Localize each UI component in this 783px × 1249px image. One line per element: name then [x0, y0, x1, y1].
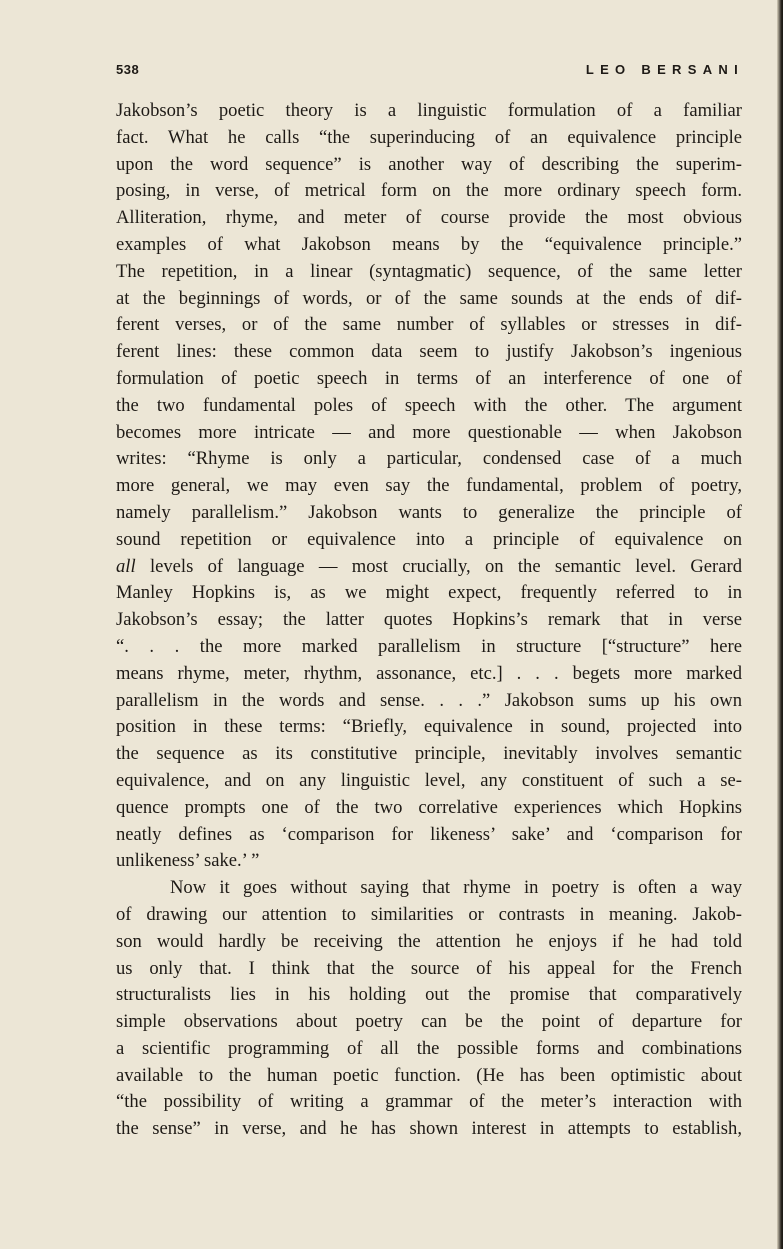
text-line: posing, in verse, of metrical form on the more ordinary speech form. — [116, 180, 742, 202]
text-line: neatly defines as ‘comparison for likeness’ sake’ and ‘comparison for — [116, 823, 742, 845]
text-line: us only that. I think that the source of his appeal for the French — [116, 957, 742, 979]
text-line: The repetition, in a linear (syntagmatic) sequence, of the same letter — [116, 260, 742, 282]
text-line: fact. What he calls “the superinducing of an equivalence principle — [116, 126, 742, 148]
text-line: more general, we may even say the fundamental, problem of poetry, — [116, 475, 742, 497]
text-line: sound repetition or equivalence into a principle of equivalence on — [116, 528, 742, 550]
page-number: 538 — [116, 62, 140, 77]
text-line: Now it goes without saying that rhyme in poetry is often a way — [170, 877, 742, 899]
text-line: quence prompts one of the two correlative experiences which Hopkins — [116, 796, 742, 818]
text-line: available to the human poetic function. (He has been optimistic about — [116, 1064, 742, 1086]
italic-word: all — [116, 555, 136, 577]
text-line: upon the word sequence” is another way of describing the superim- — [116, 153, 742, 175]
text-line: “. . . the more marked parallelism in structure [“structure” here — [116, 635, 742, 657]
text-line: the two fundamental poles of speech with the other. The argument — [116, 394, 742, 416]
text-line: parallelism in the words and sense. . . .” Jakobson sums up his own — [116, 689, 742, 711]
text-line-with-italic — [116, 554, 742, 581]
text-line: at the beginnings of words, or of the same sounds at the ends of dif- — [116, 287, 742, 309]
text-line: simple observations about poetry can be the point of departure for — [116, 1011, 742, 1033]
text-line: structuralists lies in his holding out the promise that comparatively — [116, 984, 742, 1006]
text-line: namely parallelism.” Jakobson wants to generalize the principle of — [116, 501, 742, 523]
text-line: means rhyme, meter, rhythm, assonance, etc.] . . . begets more marked — [116, 662, 742, 684]
text-line: examples of what Jakobson means by the “equivalence principle.” — [116, 233, 742, 255]
text-line: unlikeness’ sake.’ ” — [116, 850, 260, 872]
text-line: Jakobson’s essay; the latter quotes Hopkins’s remark that in verse — [116, 609, 742, 631]
text-line: the sense” in verse, and he has shown interest in attempts to establish, — [116, 1118, 742, 1140]
text-line: Alliteration, rhyme, and meter of course provide the most obvious — [116, 207, 742, 229]
running-head-author: LEO BERSANI — [585, 62, 744, 77]
text-line: Jakobson’s poetic theory is a linguistic formulation of a familiar — [116, 100, 742, 121]
text-line-rest: levels of language — most crucially, on the semantic level. Gerard — [149, 555, 742, 577]
text-line: ferent lines: these common data seem to justify Jakobson’s ingenious — [116, 341, 742, 363]
text-line: ferent verses, or of the same number of syllables or stresses in dif- — [116, 314, 742, 336]
text-line: the sequence as its constitutive principle, inevitably involves semantic — [116, 743, 742, 765]
text-line: writes: “Rhyme is only a particular, condensed case of a much — [116, 448, 742, 470]
running-head — [116, 62, 744, 84]
text-line: Manley Hopkins is, as we might expect, frequently referred to in — [116, 582, 742, 604]
text-line: formulation of poetic speech in terms of an interference of one of — [116, 367, 742, 389]
text-line: a scientific programming of all the possible forms and combinations — [116, 1037, 742, 1059]
text-line: son would hardly be receiving the attention he enjoys if he had told — [116, 930, 742, 952]
text-line: position in these terms: “Briefly, equivalence in sound, projected into — [116, 716, 742, 738]
text-line: equivalence, and on any linguistic level, any constituent of such a se- — [116, 769, 742, 791]
body-text — [116, 98, 742, 1143]
text-line: of drawing our attention to similarities or contrasts in meaning. Jakob- — [116, 903, 742, 925]
text-line: “the possibility of writing a grammar of the meter’s interaction with — [116, 1091, 742, 1113]
text-line: becomes more intricate — and more questionable — when Jakobson — [116, 421, 742, 443]
page-edge — [777, 0, 783, 1249]
